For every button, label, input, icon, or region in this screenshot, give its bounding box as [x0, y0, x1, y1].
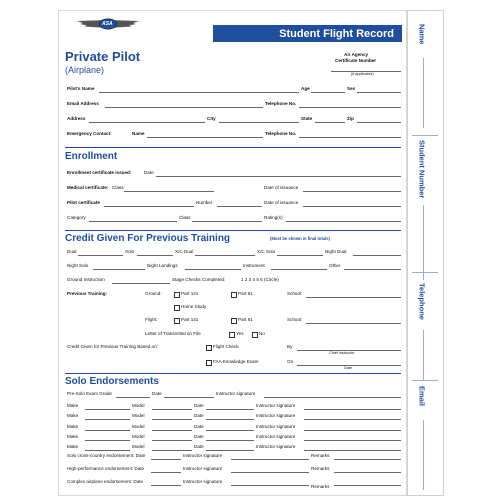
medical-cert-label: Medical certificate: [67, 185, 109, 190]
medical-date-issuance-label: Date of issuance [264, 185, 299, 190]
dual-label: Dual [67, 249, 77, 254]
letter-no-checkbox[interactable] [252, 332, 258, 338]
state-label: State [301, 116, 313, 121]
telephone-label: Telephone No. [265, 101, 297, 106]
flight-label: Flight: [145, 317, 158, 322]
date-caption: Date [344, 366, 353, 370]
flight-check-label: Flight Check [213, 344, 239, 349]
endorse-row-2-date-label: Date [194, 413, 204, 418]
stage-checks-label: Stage Checks Completed: [172, 277, 226, 282]
night-solo-label: Night Solo [67, 263, 89, 268]
pre-solo-label: Pre-Solo Exam Grade [67, 391, 112, 396]
xc-remarks-label: Remarks [311, 453, 330, 458]
hp-remarks-label: Remarks [311, 466, 330, 471]
credit-heading: Credit Given For Previous Training [65, 233, 231, 244]
home-study-checkbox[interactable] [174, 305, 180, 311]
endorse-row-1-model-label: Model [132, 403, 145, 408]
flight-part61-checkbox[interactable] [231, 318, 237, 324]
home-study-label: Home Study [181, 304, 207, 309]
endorse-row-3-model-label: Model [132, 424, 145, 429]
endorse-row-2-make-label: Make [67, 413, 79, 418]
on-label: On [287, 359, 294, 364]
flight-school-label: School: [287, 317, 303, 322]
xc-dual-label: X/C Dual [175, 249, 194, 254]
complex-remarks-label: Remarks [311, 484, 330, 489]
pilots-name-label: Pilot's Name [67, 86, 95, 91]
flight-part141-label: Part 141 [181, 317, 199, 322]
endorse-row-4-make-label: Make [67, 434, 79, 439]
night-dual-label: Night Dual [325, 249, 347, 254]
endorse-row-3-make-label: Make [67, 424, 79, 429]
letter-yes-label: Yes [236, 331, 244, 336]
endorse-row-4-signature-label: Instructor signature [256, 434, 296, 439]
ground-label: Ground: [145, 291, 162, 296]
ground-part141-checkbox[interactable] [174, 292, 180, 298]
hp-endorse-label: High-performance endorsement: Date [67, 466, 145, 471]
tab-telephone-label: Telephone [417, 283, 427, 320]
ground-part141-label: Part 141 [181, 291, 199, 296]
email-label: Email Address [67, 101, 99, 106]
xc-signature-label: Instructor signature [183, 453, 223, 458]
letter-no-label: No [259, 331, 265, 336]
flight-check-checkbox[interactable] [206, 345, 212, 351]
stage-numbers: 1 2 3 4 5 6 (Circle) [241, 277, 279, 282]
letter-yes-checkbox[interactable] [229, 332, 235, 338]
pilot-number-label: Number [196, 200, 213, 205]
age-label: Age [301, 86, 310, 91]
agency-note: (if applicable) [351, 72, 374, 76]
solo-label: Solo [125, 249, 135, 254]
by-label: By [287, 344, 293, 349]
endorse-row-1-date-label: Date [194, 403, 204, 408]
endorse-row-2-signature-label: Instructor signature [256, 413, 296, 418]
pilot-cert-label: Pilot certificate [67, 200, 100, 205]
tab-student-number-label: Student Number [417, 140, 427, 199]
agency-label-2: Certificate Number [335, 58, 377, 63]
endorse-row-4-model-label: Model [132, 434, 145, 439]
endorse-row-4-date-label: Date [194, 434, 204, 439]
complex-signature-label: Instructor signature [183, 479, 223, 484]
ground-part61-label: Part 61 [238, 291, 253, 296]
xc-endorse-label: Solo cross-country endorsement: Date [67, 453, 146, 458]
category-class-label: Class [179, 215, 191, 220]
pre-solo-signature-label: Instructor signature [216, 391, 256, 396]
instrument-label: Instrument [243, 263, 265, 268]
page-subtitle: (Airplane) [65, 65, 105, 75]
endorse-row-3-signature-label: Instructor signature [256, 424, 296, 429]
endorse-row-5-make-label: Make [67, 444, 79, 449]
endorse-row-1-signature-label: Instructor signature [256, 403, 296, 408]
night-landings-label: Night Landings [147, 263, 178, 268]
banner [213, 25, 402, 42]
address-label: Address [67, 116, 86, 121]
agency-label-1: Air Agency [344, 52, 369, 57]
hp-signature-label: Instructor signature [183, 466, 223, 471]
flight-part141-checkbox[interactable] [174, 318, 180, 324]
flight-part61-label: Part 61 [238, 317, 253, 322]
previous-training-label: Previous Training: [67, 291, 108, 296]
tab-email-label: Email [417, 386, 427, 407]
ground-part61-checkbox[interactable] [231, 292, 237, 298]
ground-school-label: School: [287, 291, 303, 296]
ratings-label: Rating(s) [264, 215, 283, 220]
faa-exam-label: FAA Knowledge Exam [213, 359, 259, 364]
credit-based-on-label: Credit Given for Previous Training Based on: [67, 344, 158, 349]
credit-note: (Must be shown in final totals) [270, 236, 331, 241]
enrollment-heading: Enrollment [65, 151, 118, 162]
chief-instructor-caption: Chief instructor [329, 351, 355, 355]
pilot-date-issuance-label: Date of issuance [264, 200, 299, 205]
emergency-name-label: Name [132, 131, 145, 136]
pre-solo-date-label: Date [152, 391, 162, 396]
banner-title: Student Flight Record [279, 28, 394, 40]
enrollment-issued-label: Enrollment certificate issued: [67, 170, 132, 175]
student-flight-record-form [59, 11, 406, 495]
endorse-row-5-signature-label: Instructor signature [256, 444, 296, 449]
letter-transmittal-label: Letter of Transmittal on File [145, 331, 201, 336]
xc-solo-label: X/C Solo [257, 249, 276, 254]
zip-label: Zip [347, 116, 354, 121]
category-label: Category [67, 215, 86, 220]
endorse-row-1-make-label: Make [67, 403, 79, 408]
sex-label: Sex [347, 86, 356, 91]
solo-heading: Solo Endorsements [65, 376, 159, 387]
complex-endorse-label: Complex airplane endorsement: Date [67, 479, 144, 484]
ground-instruction-label: Ground Instruction [67, 277, 105, 282]
emergency-label: Emergency Contact: [67, 131, 112, 136]
enrollment-date-label: Date [144, 170, 154, 175]
faa-exam-checkbox[interactable] [206, 360, 212, 366]
page-title: Private Pilot [65, 49, 141, 64]
endorse-row-3-date-label: Date [194, 424, 204, 429]
logo-text: ASA [102, 20, 113, 27]
side-index-tab [408, 11, 443, 495]
emergency-telephone-label: Telephone No. [265, 131, 297, 136]
endorse-row-2-model-label: Model [132, 413, 145, 418]
endorse-row-5-date-label: Date [194, 444, 204, 449]
medical-class-label: Class [112, 185, 124, 190]
city-label: City [207, 116, 216, 121]
tab-name-label: Name [417, 24, 427, 45]
other-label: Other [329, 263, 341, 268]
endorse-row-5-model-label: Model [132, 444, 145, 449]
